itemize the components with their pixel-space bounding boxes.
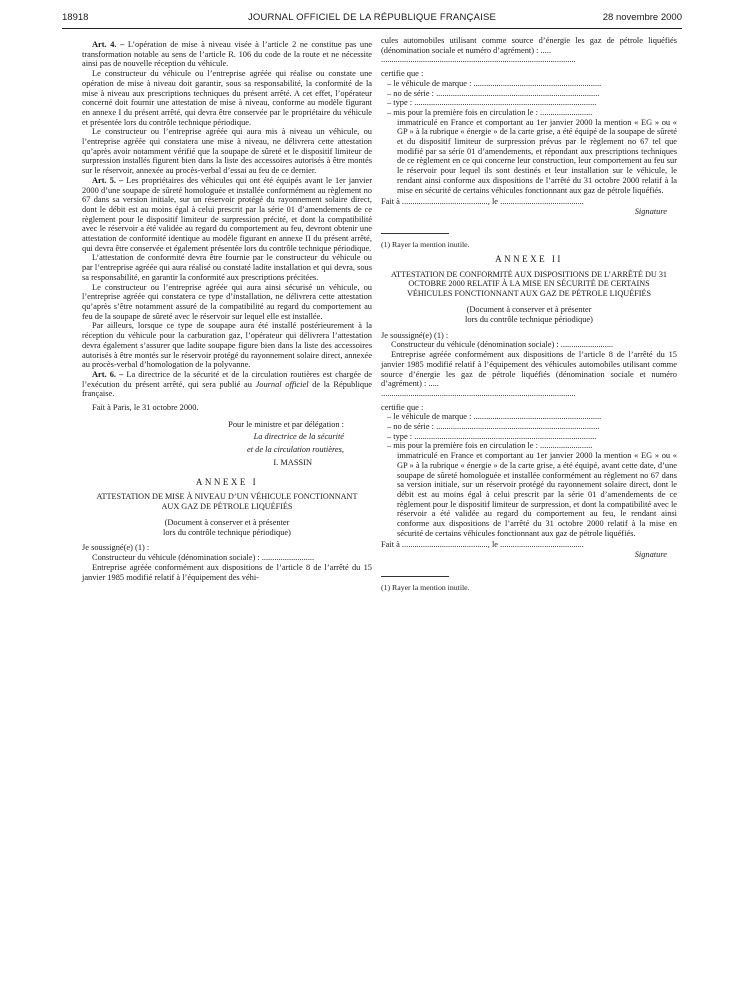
fait-a-paris: Fait à Paris, le 31 octobre 2000. [92, 403, 199, 413]
type-field: – type : ....................................................................................... [387, 98, 597, 108]
signatory-title-2-text: et de la circulation routières, [247, 445, 344, 455]
article-4-paragraph-3: Le constructeur ou l’entreprise agréée qui aura mis à niveau un véhicule, ou l’entreprise agréée qui constatera une mise à niveau, ne délivrera cette attestation qu’après avoir notamment vérifié que la soupape de sûreté et le dispositif limiteur de surpression installés figurent bien dans la liste des accessoires autorisés à être montés sur le réservoir, annexée au procès-verbal d’essai au feu de ce dernier. [82, 127, 372, 176]
serie-field-2: – no de série : .............................................................................. [387, 422, 600, 432]
dotted-line-2: ............................................................................................. [381, 388, 576, 398]
constructeur-field-2: Constructeur du véhicule (dénomination sociale) : ......................... [391, 340, 614, 350]
mis-en-circulation-text: immatriculé en France et comportant au 1er janvier 2000 la mention « EG » ou « GP » à la rubrique « énergie » de la carte grise, a été équipé de la soupape de sûreté et du dispositif limiteur de surpression prévus par le règlement no 67 tel que modifié par sa série 01 d’amendements, et répondant aux prescriptions techniques de ce règlement en ce qui concerne leur construction, leur comportement au feu sur le réservoir pour lequel ils sont destinés et leur installation sur le véhicule, le rendant ainsi conforme aux dispositions de l’arrêté du 31 octobre 2000 relatif à la mise en sécurité de certains véhicules fonctionnant aux gaz de pétrole liquéfiés. [397, 117, 677, 195]
right-column [381, 36, 677, 593]
footnote-rule [381, 233, 449, 234]
article-5-paragraph-2: L’attestation de conformité devra être fournie par le constructeur du véhicule ou par l’entreprise agréée qui aura réalisé ou constaté ladite installation et qui devra, sous sa responsabilité, en garantir la conformité aux prescriptions précitées. [82, 253, 372, 282]
annex-1-title: ANNEXE I [195, 476, 259, 487]
doc-note-line-1: (Document à conserver et à présenter [164, 518, 290, 528]
soussigne-line-2: Je soussigné(e) (1) : [381, 330, 449, 340]
article-6-number: Art. 6. – [92, 369, 124, 379]
dotted-line-1: ............................................................................................. [381, 55, 576, 65]
article-4-paragraph-2: Le constructeur du véhicule ou l’entreprise agréée qui réalise ou constate une opération de mise à niveau doit garantir, sous sa responsabilité, la conformité de la mise à niveau aux prescriptions techniques du présent arrêté. A cet effet, l’opérateur concerné doit fournir une attestation de mise à niveau, conforme au modèle figurant en annexe I du présent arrêté, qui devra être conservée par le propriétaire du véhicule et présentée lors du contrôle technique périodique. [82, 69, 372, 127]
annex-2-attestation-title: ATTESTATION DE CONFORMITÉ AUX DISPOSITIONS DE L’ARRÊTÉ DU 31 OCTOBRE 2000 RELATIF À LA MISE EN SÉCURITÉ DE CERTAINS VÉHICULES FONCTIONNANT AUX GAZ DE PÉTROLE LIQUÉFIÉS [390, 270, 668, 298]
issue-date: 28 novembre 2000 [602, 12, 682, 23]
fait-a-field-2: Fait à ........................................., le ........................................ [381, 540, 584, 550]
annex-1-attestation-title: ATTESTATION DE MISE À NIVEAU D’UN VÉHICULE FONCTIONNANT AUX GAZ DE PÉTROLE LIQUÉFIÉS [96, 492, 358, 511]
article-5-number: Art. 5. – [92, 175, 124, 185]
delegation-line: Pour le ministre et par délégation : [228, 419, 344, 429]
signatory-name: I. MASSIN [273, 457, 312, 467]
entreprise-field: Entreprise agréée conformément aux dispositions de l’article 8 de l’arrêté du 15 janvier 1985 modifié relatif à l’équipement des véhi- [82, 562, 372, 582]
article-4 [82, 40, 372, 69]
doc-note-2-line-2: lors du contrôle technique périodique) [465, 314, 593, 324]
signatory-title-1-text: La directrice de la sécurité [253, 432, 344, 442]
marque-field-2: – le véhicule de marque : ............................................................. [387, 412, 602, 422]
soussigne-line: Je soussigné(e) (1) : [82, 543, 150, 553]
journal-officiel-ref: Journal officiel [255, 379, 309, 389]
article-4-text: L’opération de mise à niveau visée à l’article 2 ne constitue pas une transformation notable au sens de l’article R. 106 du code de la route et ne nécessite ainsi pas de nouvelle réception du véhicule. [82, 40, 373, 69]
article-6 [82, 370, 372, 399]
serie-field: – no de série : .............................................................................. [387, 88, 600, 98]
signatory-title-2 [82, 445, 372, 455]
type-field-2: – type : ....................................................................................... [387, 431, 597, 441]
page-number: 18918 [62, 12, 89, 23]
left-column [82, 40, 372, 582]
mis-en-circulation-field-2: – mis pour la première fois en circulation le : ......................... [387, 441, 593, 451]
certifie-que: certifie que : [381, 69, 424, 79]
signatory-title-1 [82, 432, 372, 442]
fait-a-field: Fait à ........................................., le ........................................ [381, 197, 584, 207]
annex-2-document-note [381, 305, 677, 324]
marque-field: – le véhicule de marque : ............................................................. [387, 78, 602, 88]
footnote-2: (1) Rayer la mention inutile. [381, 582, 470, 592]
entreprise-continuation: cules automobiles utilisant comme source d’énergie les gaz de pétrole liquéfiés (dénomination sociale et numéro d’agrément) : ..... [381, 36, 677, 55]
certifie-que-2: certifie que : [381, 402, 424, 412]
constructeur-field: Constructeur du véhicule (dénomination sociale) : ......................... [92, 553, 315, 563]
article-5 [82, 176, 372, 254]
header-rule [62, 28, 682, 29]
journal-title: JOURNAL OFFICIEL DE LA RÉPUBLIQUE FRANÇAISE [247, 12, 497, 23]
article-6-end: de la République française. [82, 379, 373, 399]
mis-en-circulation-field: – mis pour la première fois en circulation le : ......................... [387, 107, 593, 117]
mis-en-circulation-text-2: immatriculé en France et comportant au 1er janvier 2000 la mention « EG » ou « GP » à la rubrique « énergie » de la carte grise, a été équipé, avant cette date, d’une soupape de sûreté homologuée et installée conformément au règlement no 67 dans sa version initiale, sur un réservoir protégé du rayonnement solaire direct, dont le débit est au moins égal à celui prescrit par la série 01 d’amendements de ce règlement pour le dispositif limiteur de surpression, et dont la compatibilité avec le réservoir a été validée au regard du comportement au feu, le rendant ainsi conforme aux dispositions de l’arrêté du 31 octobre 2000 relatif à la mise en sécurité de certains véhicules fonctionnant aux gaz de pétrole liquéfiés. [397, 451, 677, 538]
signature-label: Signature [634, 206, 667, 216]
page-header [62, 10, 682, 26]
article-5-text: Les propriétaires des véhicules qui ont été équipés avant le 1er janvier 2000 d’une soupape de sûreté homologuée et installée conformément au règlement no 67 dans sa version initiale, sur un réservoir protégé du rayonnement solaire direct, dont le débit est au moins égal à celui prescrit par la série 01 d’amendements de ce règlement pour le dispositif limiteur de surpression précité, et dont la compatibilité avec le réservoir a été validée au regard du comportement au feu, devront obtenir une attestation de conformité identique au modèle figurant en annexe II du présent arrêté, qui devra être conservée et également présentée lors du contrôle technique périodique. [82, 175, 373, 253]
footnote-rule-2 [381, 576, 449, 577]
article-5-paragraph-3: Le constructeur ou l’entreprise agréée qui aura ainsi sécurisé un véhicule, ou l’entreprise agréée qui constatera ce type d’installation, ne délivrera cette attestation qu’après s’être notamment assuré de la compatibilité au regard du comportement au feu de la soupape de sûreté avec le réservoir sur lequel elle est installée. [82, 282, 372, 321]
article-5-paragraph-4: Par ailleurs, lorsque ce type de soupape aura été installé postérieurement à la réception du véhicule pour la carburation gaz, l’opérateur qui délivrera l’attestation devra également s’assurer que ladite soupape figure bien dans la liste des accessoires autorisés à être montés sur le réservoir protégé du rayonnement solaire direct, annexée au procès-verbal d’homologation de la polyvanne. [82, 321, 372, 370]
signature-label-2: Signature [634, 550, 667, 560]
article-4-number: Art. 4. – [92, 40, 125, 49]
doc-note-2-line-1: (Document à conserver et à présenter [466, 305, 592, 315]
doc-note-line-2: lors du contrôle technique périodique) [163, 527, 291, 537]
annex-1-document-note [82, 518, 372, 537]
footnote-1: (1) Rayer la mention inutile. [381, 239, 470, 249]
annex-2-title: ANNEXE II [495, 254, 563, 265]
entreprise-field-2: Entreprise agréée conformément aux dispositions de l’article 8 de l’arrêté du 15 janvier 1985 modifié relatif à l’équipement des véhicules automobiles utilisant comme source d’énergie les gaz de pétrole liquéfiés (dénomination sociale et numéro d’agrément) : ..... [381, 350, 677, 389]
article-6-text: La directrice de la sécurité et de la circulation routières est chargée de l’exécution du présent arrêté, qui sera publié au [82, 369, 373, 389]
